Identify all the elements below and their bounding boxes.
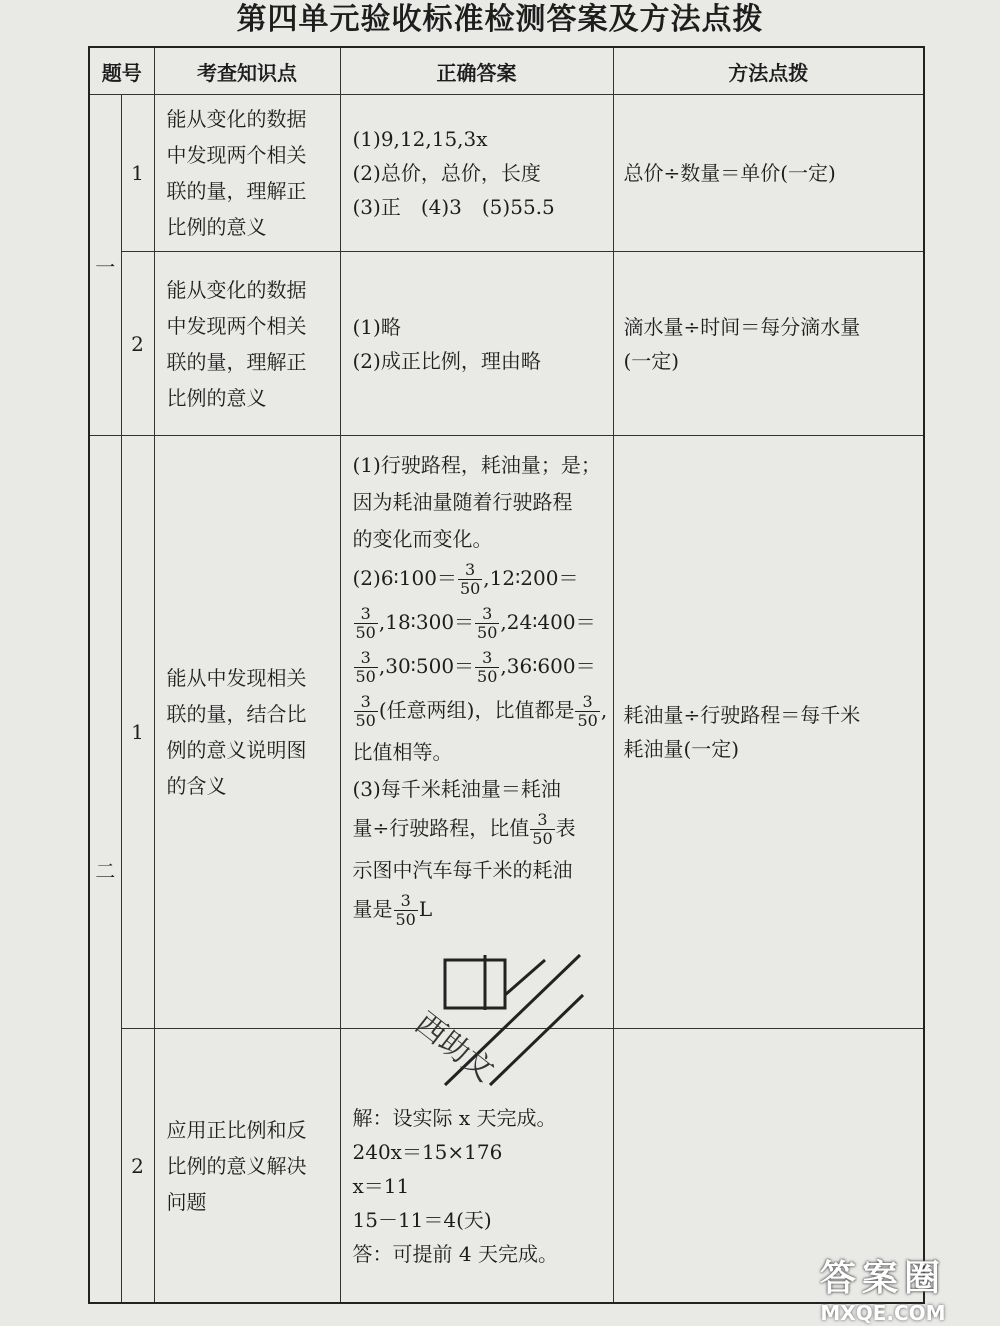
fraction: $\frac{3}{50}$ [395,891,416,930]
fraction: $\frac{3}{50}$ [355,604,376,643]
fraction: $\frac{3}{50}$ [477,648,498,687]
answer-table [88,46,925,1304]
method-cell: 耗油量÷行驶路程＝每千米 耗油量(一定) [613,436,924,1029]
answer-cell: (1)9,12,15,3x (2)总价，总价，长度 (3)正 (4)3 (5)55.5 [340,95,613,252]
knowledge-point: 能从变化的数据 中发现两个相关 联的量，理解正 比例的意义 [154,95,340,252]
fraction: $\frac{3}{50}$ [577,692,598,731]
question-number: 2 [121,252,154,436]
header-answer: 正确答案 [340,47,613,95]
fraction: $\frac{3}{50}$ [355,648,376,687]
question-number: 1 [121,436,154,1029]
table-row [89,436,924,1029]
watermark-logo: 答案圈 MXQE.COM [819,1258,946,1325]
fraction: $\frac{3}{50}$ [355,692,376,731]
knowledge-point: 应用正比例和反 比例的意义解决 问题 [154,1029,340,1303]
question-number: 2 [121,1029,154,1303]
fraction: $\frac{3}{50}$ [477,604,498,643]
answer-cell: (1)略 (2)成正比例，理由略 [340,252,613,436]
answer-cell: 解：设实际 x 天完成。 240x＝15×176 x＝11 15－11＝4(天) 答：可提前 4 天完成。 [340,1029,613,1303]
section-label: 二 [89,436,121,1303]
answer-cell: (1)行驶路程，耗油量；是； 因为耗油量随着行驶路程 的变化而变化。 (2)6∶100＝ $\frac{3}{50}$ ,12∶200＝ $\frac{3}{50}$ ,18∶300＝ $\frac{3}{50}$ ,24∶400＝ $\frac{3}{50}$ ,30∶500＝ $\frac{3}{50}$ ,36∶600＝ $\frac{3}{50}$ (任意两组)，比值都是 $\frac{3}{50}$ , 比值相等。 (3)每千米耗油量＝耗油 量÷行驶路程，比值 $\frac{3}{50}$ 表 示图中汽车每千米的耗油 量是 $\frac{3}{50}$ L [340,436,613,1029]
header-method: 方法点拨 [613,47,924,95]
header-row [89,47,924,95]
page-title: 第四单元验收标准检测答案及方法点拨 [236,2,764,37]
question-number: 1 [121,95,154,252]
section-label: 一 [89,95,121,436]
table-row [89,95,924,252]
fraction: $\frac{3}{50}$ [459,560,481,599]
table-row [89,252,924,436]
knowledge-point: 能从中发现相关 联的量，结合比 例的意义说明图 的含义 [154,436,340,1029]
svg-text:西助文: 西助文 [408,1005,501,1089]
knowledge-point: 能从变化的数据 中发现两个相关 联的量，理解正 比例的意义 [154,252,340,436]
fraction: $\frac{3}{50}$ [532,810,553,849]
header-knowledge: 考查知识点 [154,47,340,95]
method-cell: 滴水量÷时间＝每分滴水量 (一定) [613,252,924,436]
header-number: 题号 [89,47,154,95]
method-cell: 总价÷数量＝单价(一定) [613,95,924,252]
